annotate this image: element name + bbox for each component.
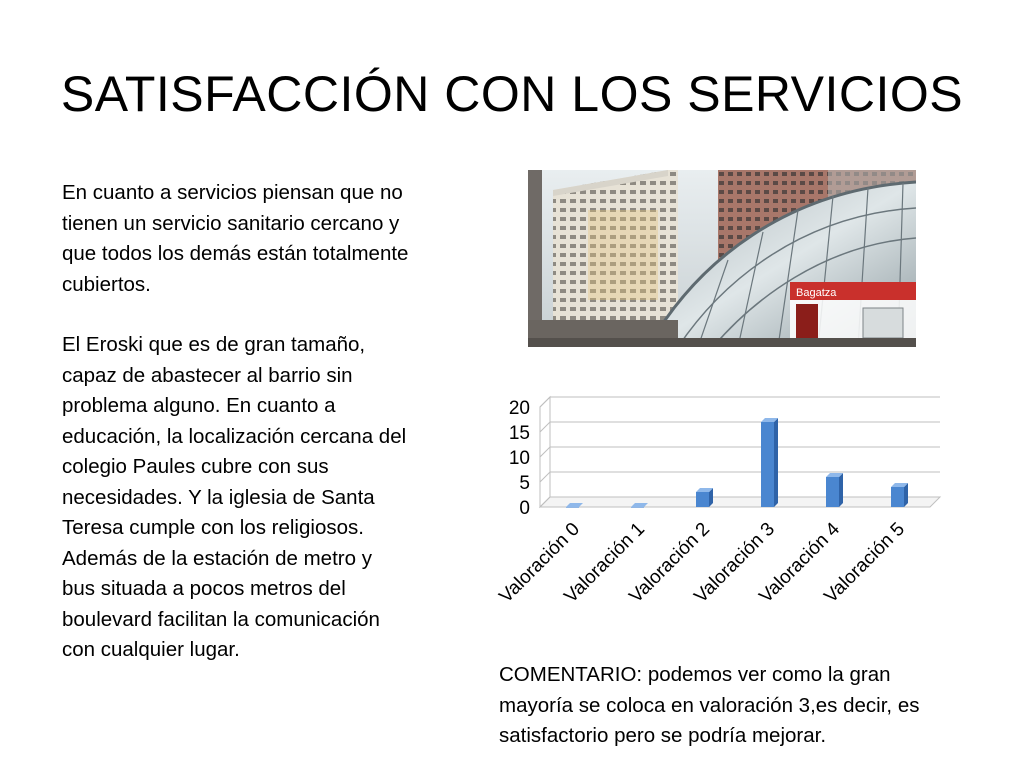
chart-canvas (490, 380, 950, 650)
comment-text: COMENTARIO: podemos ver como la gran mayoría se coloca en valoración 3,es decir, es satisfactorio pero se podría mejorar. (499, 663, 920, 747)
gridline (540, 447, 940, 457)
x-tick-label: Valoración 1 (560, 518, 650, 608)
x-tick-label: Valoración 0 (495, 518, 585, 608)
x-tick-label: Valoración 2 (625, 518, 715, 608)
bar (761, 422, 774, 507)
bar (696, 492, 709, 507)
chart-bars (566, 418, 908, 508)
y-tick-label: 5 (519, 473, 530, 494)
chart-y-ticks (509, 398, 530, 519)
bar-side (839, 473, 843, 507)
rating-bar-chart (490, 380, 950, 650)
slide-title: SATISFACCIÓN CON LOS SERVICIOS (60, 66, 964, 122)
body-text (62, 178, 410, 666)
bar (891, 487, 904, 507)
chart-grid (540, 397, 940, 507)
gridline (540, 422, 940, 432)
x-tick-label: Valoración 5 (820, 518, 910, 608)
bar (631, 507, 644, 508)
x-tick-label: Valoración 4 (755, 518, 845, 608)
y-tick-label: 10 (508, 448, 530, 469)
chart-floor (540, 497, 940, 507)
gridline (540, 397, 940, 407)
bar (826, 477, 839, 507)
y-tick-label: 15 (508, 423, 530, 444)
y-tick-label: 0 (519, 498, 530, 519)
bar-side (904, 483, 908, 507)
chart-x-ticks (495, 518, 909, 607)
metro-station-photo (528, 170, 916, 347)
services-paragraph: En cuanto a servicios piensan que no tienen un servicio sanitario cercano y que todos los demás están totalmente cubiertos. (62, 181, 409, 296)
photo-illustration (528, 170, 916, 347)
bar (566, 507, 579, 508)
x-tick-label: Valoración 3 (690, 518, 780, 608)
gridline (540, 472, 940, 482)
bar-side (774, 418, 778, 507)
y-tick-label: 20 (508, 398, 530, 419)
photo-sign-text: Bagatza (796, 287, 837, 299)
facilities-paragraph: El Eroski que es de gran tamaño, capaz de abastecer al barrio sin problema alguno. En cuanto a educación, la localización cercana del colegio Paules cubre con sus necesidades. Y la iglesia de Santa Teresa cumple con los religiosos. Además de la estación de metro y bus situada a pocos metros del boulevard facilitan la comunicación con cualquier lugar. (62, 333, 407, 661)
